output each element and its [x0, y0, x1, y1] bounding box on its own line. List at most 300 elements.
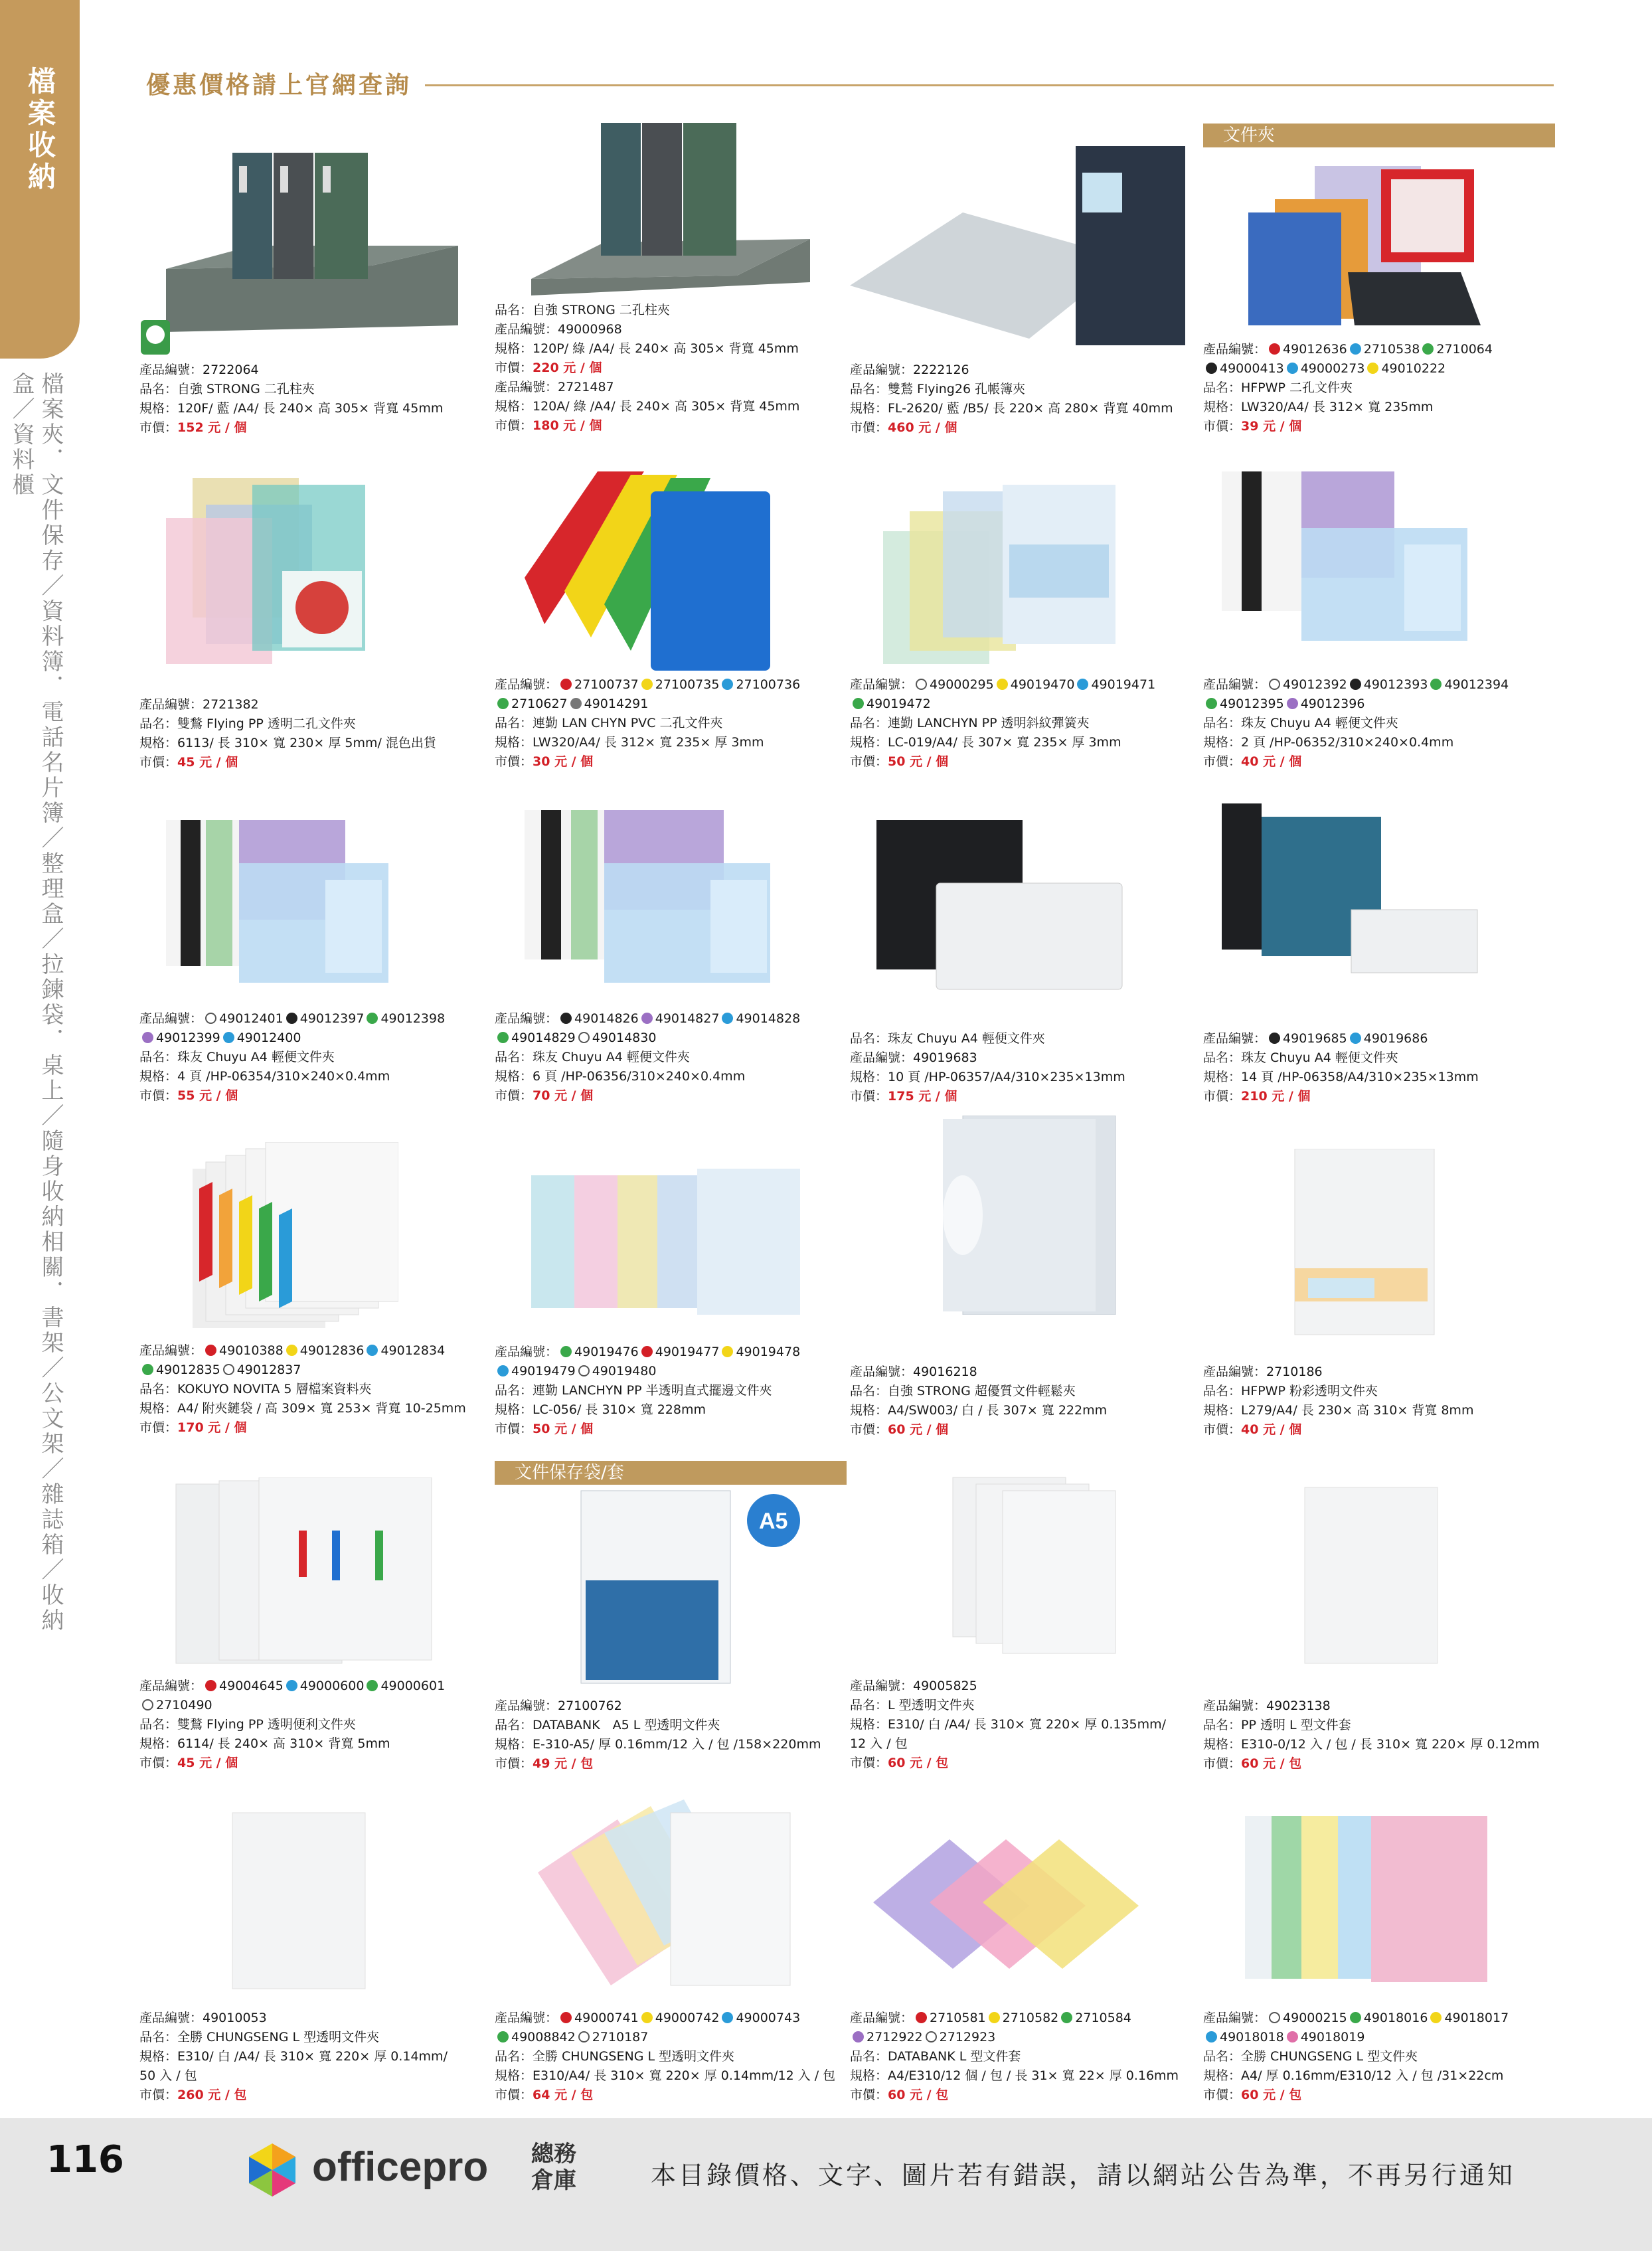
product-info-line — [139, 1696, 498, 1715]
product-text: 品名：雙鶖 Flying PP 透明二孔文件夾 — [139, 716, 356, 731]
product-info-line — [139, 753, 498, 772]
product-info-line — [850, 714, 1208, 733]
product-code-label: 產品編號： — [139, 1343, 203, 1358]
product-text: 規格：A4/E310/12 個 / 包 / 長 31× 寬 22× 厚 0.16mm — [850, 2068, 1179, 2083]
product-code: 49012401 — [219, 1011, 284, 1026]
product-code: 2710584 — [1075, 2011, 1131, 2025]
product-code: 49012397 — [299, 1011, 365, 1026]
color-swatch-icon — [223, 1032, 234, 1043]
product-text: 品名：DATABANK A5 L 型透明文件夾 — [495, 1718, 720, 1732]
product-info-line — [850, 1420, 1208, 1440]
product-code: 49012399 — [156, 1031, 220, 1045]
color-swatch-icon — [286, 1345, 297, 1356]
product-info-line — [1203, 417, 1562, 436]
product-info-line — [495, 1086, 853, 1106]
product-code: 49014826 — [574, 1011, 639, 1026]
product-image-color-folders — [1235, 159, 1481, 325]
product-text: 規格：4 頁 /HP-06354/310×240×0.4mm — [139, 1069, 390, 1084]
product-info-line — [495, 359, 853, 378]
product-code: 49019470 — [1010, 677, 1075, 692]
product-text: 產品編號：49005825 — [850, 1679, 977, 1693]
product-info-line — [495, 1400, 853, 1420]
product-info-line — [850, 361, 1208, 380]
product-info-line — [850, 1087, 1208, 1106]
product-code: 49012394 — [1444, 677, 1509, 692]
price-value: 152 元 / 個 — [177, 420, 247, 435]
product-info-line — [139, 399, 498, 418]
price-value: 220 元 / 個 — [533, 361, 602, 375]
product-info — [139, 361, 498, 438]
product-info-line — [1203, 1363, 1562, 1382]
logo-cn-text: 總務倉庫 — [531, 2141, 576, 2194]
product-info-line — [139, 1734, 498, 1754]
price-label: 市價： — [139, 1420, 178, 1435]
product-info-line — [1203, 2009, 1562, 2028]
price-label: 市價： — [1203, 1089, 1242, 1104]
product-text: 規格：120F/ 藍 /A4/ 長 240× 高 305× 背寬 45mm — [139, 401, 444, 416]
product-text: 產品編號：27100762 — [495, 1699, 622, 1713]
product-info — [139, 2009, 498, 2105]
product-image-blue-book-14 — [1222, 803, 1487, 983]
price-value: 39 元 / 個 — [1241, 419, 1302, 434]
product-info — [1203, 1029, 1562, 1106]
product-text: 規格：2 頁 /HP-06352/310×240×0.4mm — [1203, 735, 1454, 750]
product-info-line — [139, 1715, 498, 1734]
product-info — [139, 695, 498, 772]
product-info-line — [139, 1341, 498, 1361]
product-code-label: 產品編號： — [139, 1679, 203, 1693]
product-info-line — [1203, 1382, 1562, 1401]
price-value: 45 元 / 個 — [177, 1756, 238, 1770]
product-info-line — [1203, 359, 1562, 378]
product-code-label: 產品編號： — [495, 677, 558, 692]
product-info-line — [495, 2009, 853, 2028]
price-value: 64 元 / 包 — [533, 2088, 594, 2102]
product-info-line — [850, 1048, 1208, 1068]
product-text: 產品編號：2722064 — [139, 363, 259, 377]
product-info-line — [1203, 378, 1562, 398]
color-swatch-icon — [367, 1680, 378, 1691]
product-info-line — [139, 361, 498, 380]
product-image-pvc-folders — [518, 465, 784, 677]
product-info-line — [850, 695, 1208, 714]
product-code: 49019471 — [1091, 677, 1156, 692]
color-swatch-icon — [578, 1365, 590, 1376]
sidebar — [0, 0, 80, 2118]
sidebar-categories: 檔案夾．文件保存／資料簿．電話名片簿／整理盒／拉鍊袋．桌上／隨身收納相關．書架／公文架／雜誌箱／收納盒／資料櫃 — [8, 372, 64, 1633]
product-code: 2710538 — [1363, 342, 1420, 357]
product-image-databank-l-colors — [870, 1823, 1155, 1982]
product-text: 規格：A4/SW003/ 白 / 長 307× 寬 222mm — [850, 1403, 1108, 1418]
product-info-line — [139, 734, 498, 753]
product-info — [139, 1009, 498, 1106]
price-label: 市價： — [495, 754, 533, 769]
product-info-line — [850, 1677, 1208, 1696]
product-code: 49000215 — [1283, 2011, 1347, 2025]
product-info-line — [495, 1067, 853, 1086]
product-code: 49019479 — [511, 1364, 576, 1378]
product-info — [139, 1341, 498, 1438]
price-value: 49 元 / 包 — [533, 1756, 594, 1771]
price-label: 市價： — [139, 420, 178, 435]
product-text: 規格：6 頁 /HP-06356/310×240×0.4mm — [495, 1069, 746, 1084]
product-info-line — [139, 2047, 498, 2066]
product-info-line — [1203, 1754, 1562, 1774]
product-text: 品名：自強 STRONG 二孔柱夾 — [139, 382, 315, 396]
product-image-5-tier-folder — [186, 1142, 398, 1335]
price-value: 55 元 / 個 — [177, 1088, 238, 1103]
product-info-line — [1203, 2066, 1562, 2086]
product-code: 49012400 — [236, 1031, 301, 1045]
product-info — [850, 1363, 1208, 1440]
color-swatch-icon — [1061, 2012, 1072, 2023]
color-swatch-icon — [1350, 2012, 1361, 2023]
product-code: 49000741 — [574, 2011, 639, 2025]
product-code: 49019685 — [1283, 1031, 1347, 1046]
officepro-logo-icon — [239, 2137, 305, 2203]
product-info-line — [139, 1048, 498, 1067]
color-swatch-icon — [497, 1032, 509, 1043]
product-info — [495, 2009, 853, 2105]
product-image-a5-sleeve — [571, 1487, 823, 1687]
product-info-line — [1203, 2028, 1562, 2047]
product-image-ring-binder — [843, 139, 1189, 345]
product-info-line — [495, 2047, 853, 2066]
product-text: 產品編號：2721382 — [139, 697, 259, 712]
price-label: 市價： — [139, 1088, 178, 1103]
product-text: 50 入 / 包 — [139, 2068, 197, 2083]
price-label: 市價： — [495, 418, 533, 433]
color-swatch-icon — [570, 698, 582, 709]
banner-sleeve: 文件保存袋/套 — [495, 1461, 847, 1485]
price-label: 市價： — [850, 1422, 888, 1437]
product-info-line — [495, 1697, 853, 1716]
page-number: 116 — [46, 2138, 124, 2181]
price-label: 市價： — [1203, 1422, 1242, 1437]
color-swatch-icon — [1350, 1033, 1361, 1044]
page-footer — [0, 2118, 1652, 2251]
product-info-line — [850, 1363, 1208, 1382]
price-value: 170 元 / 個 — [177, 1420, 247, 1435]
product-image-clear-book — [1222, 468, 1474, 654]
price-value: 30 元 / 個 — [533, 754, 594, 769]
product-code: 49012834 — [380, 1343, 446, 1358]
product-code: 49012392 — [1283, 677, 1347, 692]
product-info — [1203, 1363, 1562, 1440]
product-text: 品名：全勝 CHUNGSENG L 型文件夾 — [1203, 2049, 1418, 2064]
color-swatch-icon — [997, 679, 1008, 690]
product-info-line — [139, 1677, 498, 1696]
product-code: 49019472 — [867, 697, 931, 711]
product-code-label: 產品編號： — [1203, 677, 1267, 692]
product-info — [495, 675, 853, 772]
color-swatch-icon — [916, 679, 927, 690]
color-swatch-icon — [641, 1013, 653, 1024]
product-code: 49019478 — [736, 1345, 801, 1359]
product-text: 品名：自強 STRONG 二孔柱夾 — [495, 303, 670, 317]
product-image-l-sleeves — [936, 1471, 1135, 1657]
product-info-line — [495, 339, 853, 359]
product-code: 49012835 — [156, 1363, 220, 1377]
price-label: 市價： — [139, 1756, 178, 1770]
product-code: 49018017 — [1444, 2011, 1509, 2025]
product-info-line — [495, 1420, 853, 1439]
product-info-line — [850, 1029, 1208, 1048]
product-code: 27100735 — [655, 677, 720, 692]
product-info-line — [495, 1048, 853, 1067]
product-image-pp-l-sleeve — [1301, 1484, 1447, 1670]
product-info-line — [1203, 675, 1562, 695]
price-value: 45 元 / 個 — [177, 755, 238, 770]
product-code: 49010222 — [1381, 361, 1446, 376]
product-image-chungseng-l-pastel — [1242, 1813, 1494, 1992]
banner-folder: 文件夾 — [1203, 124, 1555, 147]
product-info-line — [850, 399, 1208, 418]
product-info-line — [495, 2086, 853, 2105]
product-info-line — [139, 1418, 498, 1438]
price-value: 60 元 / 包 — [888, 2088, 949, 2102]
product-image-clear-book-4 — [166, 817, 392, 989]
product-code: 49004645 — [219, 1679, 284, 1693]
product-info-line — [495, 1381, 853, 1400]
product-image-swing-clip-folder — [923, 1116, 1129, 1315]
color-swatch-icon — [578, 2031, 590, 2043]
color-swatch-icon — [497, 1365, 509, 1376]
product-info-line — [850, 1382, 1208, 1401]
product-text: 品名：珠友 Chuyu A4 輕便文件夾 — [1203, 1050, 1398, 1065]
product-info-line — [1203, 2047, 1562, 2066]
color-swatch-icon — [1367, 363, 1378, 374]
product-info-line — [139, 1029, 498, 1048]
product-info-line — [139, 1399, 498, 1418]
color-swatch-icon — [286, 1013, 297, 1024]
product-info — [850, 675, 1208, 772]
product-code: 49014828 — [736, 1011, 801, 1026]
product-info-line — [495, 320, 853, 339]
product-info-line — [139, 1361, 498, 1380]
product-code: 49000295 — [930, 677, 994, 692]
color-swatch-icon — [578, 1032, 590, 1043]
product-text: 品名：珠友 Chuyu A4 輕便文件夾 — [850, 1031, 1045, 1046]
product-code: 49019476 — [574, 1345, 639, 1359]
color-swatch-icon — [560, 2012, 572, 2023]
product-code: 49019686 — [1363, 1031, 1428, 1046]
product-code: 49012398 — [380, 1011, 446, 1026]
product-info-line — [495, 2066, 853, 2086]
product-text: 規格：120P/ 綠 /A4/ 長 240× 高 305× 背寬 45mm — [495, 341, 799, 356]
product-text: 規格：LC-056/ 長 310× 寬 228mm — [495, 1402, 706, 1417]
color-swatch-icon — [1350, 679, 1361, 690]
product-code: 49019477 — [655, 1345, 720, 1359]
product-code-label: 產品編號： — [850, 2011, 914, 2025]
price-label: 市價： — [1203, 754, 1242, 769]
product-info-line — [1203, 2086, 1562, 2105]
color-swatch-icon — [1350, 343, 1361, 355]
product-info-line — [495, 1029, 853, 1048]
product-image-pp-folders — [153, 465, 378, 677]
product-image-black-book-10 — [876, 820, 1149, 999]
product-info-line — [495, 695, 853, 714]
page-title: 優惠價格請上官網查詢 — [146, 72, 412, 99]
product-info-line — [495, 1343, 853, 1362]
product-code-label: 產品編號： — [1203, 342, 1267, 357]
product-text: 產品編號：2222126 — [850, 363, 969, 377]
product-code: 49012837 — [236, 1363, 301, 1377]
product-info-line — [850, 2066, 1208, 2086]
product-text: 品名：KOKUYO NOVITA 5 層檔案資料夾 — [139, 1382, 372, 1396]
product-info-line — [850, 1696, 1208, 1715]
price-label: 市價： — [139, 2088, 178, 2102]
product-code: 49012636 — [1283, 342, 1347, 357]
product-info-line — [1203, 340, 1562, 359]
product-text: 產品編號：49016218 — [850, 1365, 977, 1379]
product-text: 規格：LW320/A4/ 長 312× 寬 235× 厚 3mm — [495, 735, 764, 750]
product-info — [139, 1677, 498, 1773]
color-swatch-icon — [1269, 2012, 1280, 2023]
product-text: 品名：L 型透明文件夾 — [850, 1698, 975, 1712]
price-value: 60 元 / 包 — [1241, 2088, 1302, 2102]
product-info-line — [139, 1754, 498, 1773]
product-info-line — [495, 1754, 853, 1774]
product-text: 規格：10 頁 /HP-06357/A4/310×235×13mm — [850, 1070, 1125, 1084]
price-value: 460 元 / 個 — [888, 420, 957, 435]
product-info-line — [139, 1380, 498, 1399]
product-text: 品名：全勝 CHUNGSENG L 型透明文件夾 — [495, 2049, 735, 2064]
product-code: 49008842 — [511, 2030, 576, 2044]
product-info-line — [495, 1009, 853, 1029]
product-info-line — [1203, 733, 1562, 752]
color-swatch-icon — [223, 1364, 234, 1375]
product-info-line — [850, 418, 1208, 438]
color-swatch-icon — [367, 1345, 378, 1356]
svg-text:A5: A5 — [759, 1509, 788, 1534]
product-text: 規格：E310-0/12 入 / 包 / 長 310× 寬 220× 厚 0.12mm — [1203, 1737, 1540, 1752]
product-text: 規格：6114/ 長 240× 高 310× 背寬 5mm — [139, 1736, 390, 1751]
product-code: 49012395 — [1220, 697, 1284, 711]
color-swatch-icon — [367, 1013, 378, 1024]
product-code: 2710582 — [1002, 2011, 1059, 2025]
color-swatch-icon — [916, 2012, 927, 2023]
price-label: 市價： — [850, 754, 888, 769]
product-info-line — [495, 301, 853, 320]
product-code: 49019480 — [592, 1364, 657, 1378]
product-info-line — [139, 714, 498, 734]
color-swatch-icon — [926, 2031, 937, 2043]
product-code: 49012396 — [1300, 697, 1365, 711]
product-info-line — [1203, 1048, 1562, 1068]
color-swatch-icon — [205, 1013, 216, 1024]
product-code: 49018019 — [1300, 2030, 1365, 2044]
product-text: 品名：連勤 LAN CHYN PVC 二孔文件夾 — [495, 716, 723, 730]
color-swatch-icon — [497, 698, 509, 709]
product-code: 49014827 — [655, 1011, 720, 1026]
price-value: 70 元 / 個 — [533, 1088, 594, 1103]
color-swatch-icon — [641, 1346, 653, 1357]
product-info-line — [1203, 398, 1562, 417]
product-code: 49012393 — [1363, 677, 1428, 692]
product-info-line — [850, 2028, 1208, 2047]
product-info-line — [495, 1735, 853, 1754]
product-info-line — [139, 2009, 498, 2028]
product-info-line — [850, 2009, 1208, 2028]
product-info-line — [850, 1734, 1208, 1754]
color-swatch-icon — [853, 2031, 864, 2043]
color-swatch-icon — [1287, 2031, 1298, 2043]
product-text: 品名：連勤 LANCHYN PP 半透明直式擺邊文件夾 — [495, 1383, 772, 1398]
product-info-line — [139, 2066, 498, 2086]
product-info-line — [495, 378, 853, 397]
sidebar-tab-title: 檔案收納 — [24, 66, 56, 194]
product-info-line — [1203, 1029, 1562, 1048]
product-info-line — [850, 752, 1208, 772]
product-code-label: 產品編號： — [495, 1011, 558, 1026]
color-swatch-icon — [641, 2012, 653, 2023]
color-swatch-icon — [497, 2031, 509, 2043]
product-text: 規格：FL-2620/ 藍 /B5/ 長 220× 高 280× 背寬 40mm — [850, 401, 1173, 416]
header-rule — [425, 84, 1554, 86]
product-text: 規格：E310/ 白 /A4/ 長 310× 寬 220× 厚 0.14mm/ — [139, 2049, 448, 2064]
product-info-line — [1203, 695, 1562, 714]
price-value: 40 元 / 個 — [1241, 754, 1302, 769]
color-swatch-icon — [722, 1346, 733, 1357]
product-image-chungseng-l-colors — [531, 1793, 797, 1992]
eco-label-icon — [139, 319, 173, 359]
product-info-line — [850, 1754, 1208, 1773]
product-info-line — [139, 380, 498, 399]
product-info-line — [1203, 1697, 1562, 1716]
product-info-line — [1203, 752, 1562, 772]
color-swatch-icon — [560, 1013, 572, 1024]
price-value: 50 元 / 個 — [888, 754, 949, 769]
price-value: 210 元 / 個 — [1241, 1089, 1311, 1104]
price-label: 市價： — [139, 755, 178, 770]
color-swatch-icon — [722, 679, 733, 690]
color-swatch-icon — [1269, 1033, 1280, 1044]
product-text: 品名：珠友 Chuyu A4 輕便文件夾 — [139, 1050, 335, 1064]
product-code: 49014291 — [584, 697, 649, 711]
color-swatch-icon — [1287, 698, 1298, 709]
product-text: 規格：120A/ 綠 /A4/ 長 240× 高 305× 背寬 45mm — [495, 399, 800, 414]
product-text: 品名：DATABANK L 型文件套 — [850, 2049, 1021, 2064]
product-code-label: 產品編號： — [495, 2011, 558, 2025]
product-text: 品名：雙鶖 Flying26 孔帳簿夾 — [850, 382, 1026, 396]
color-swatch-icon — [560, 679, 572, 690]
product-text: 品名：雙鶖 Flying PP 透明便利文件夾 — [139, 1717, 356, 1732]
officepro-logo — [239, 2137, 598, 2203]
product-text: 規格：6113/ 長 310× 寬 230× 厚 5mm/ 混色出貨 — [139, 736, 436, 750]
price-value: 50 元 / 個 — [533, 1422, 594, 1436]
product-code: 49000742 — [655, 2011, 720, 2025]
disclaimer-note: 本目錄價格、文字、圖片若有錯誤，請以網站公告為準，不再另行通知 — [651, 2161, 1516, 2190]
product-info-line — [1203, 1401, 1562, 1420]
product-text: 規格：L279/A4/ 長 230× 高 310× 背寬 8mm — [1203, 1403, 1474, 1418]
color-swatch-icon — [205, 1680, 216, 1691]
product-info — [495, 1343, 853, 1439]
product-text: 規格：E-310-A5/ 厚 0.16mm/12 入 / 包 /158×220mm — [495, 1737, 821, 1752]
product-info — [1203, 2009, 1562, 2105]
product-code: 27100737 — [574, 677, 639, 692]
price-label: 市價： — [850, 2088, 888, 2102]
sidebar-tab — [0, 0, 80, 359]
price-value: 60 元 / 個 — [888, 1422, 949, 1437]
price-value: 60 元 / 包 — [1241, 1756, 1302, 1771]
product-info-line — [850, 675, 1208, 695]
product-info-line — [495, 416, 853, 436]
product-code: 49000413 — [1220, 361, 1284, 376]
product-info-line — [850, 380, 1208, 399]
color-swatch-icon — [142, 1699, 153, 1710]
product-info-line — [139, 1009, 498, 1029]
